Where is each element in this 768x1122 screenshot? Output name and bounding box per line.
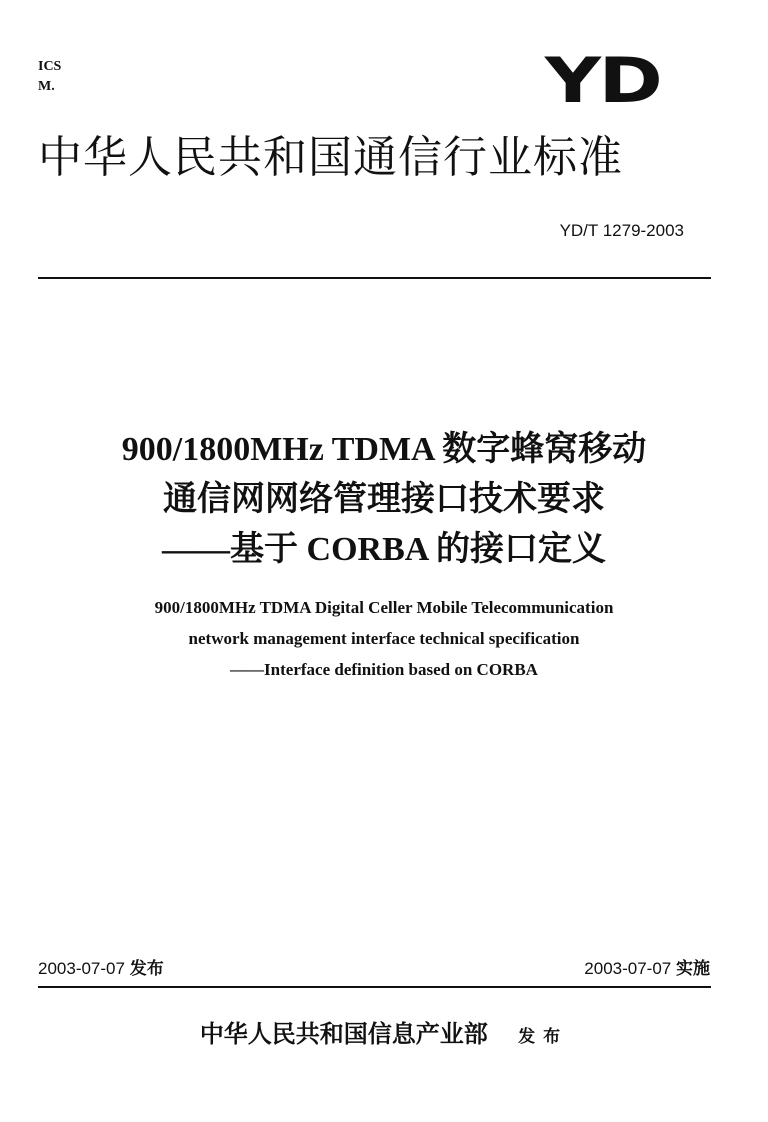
standard-code: YD/T 1279-2003 [559,221,684,240]
footer-divider [38,986,711,988]
english-title [0,592,768,685]
issue-date-block [38,958,164,980]
publisher-action: 发布 [518,1027,569,1047]
header-divider [38,277,711,279]
publisher-name: 中华人民共和国信息产业部 [199,1019,488,1048]
chinese-title-line-3: ——基于 CORBA 的接口定义 [162,531,606,568]
chinese-title-line-2: 通信网网络管理接口技术要求 [163,481,605,518]
chinese-title [0,425,768,575]
implement-date-block [584,958,710,980]
publisher-line [0,1018,768,1053]
issue-date: 2003-07-07 [38,959,125,978]
english-title-line-1: 900/1800MHz TDMA Digital Celler Mobile Telecommunication [154,598,614,617]
issue-label: 发布 [129,959,164,978]
chinese-title-line-1: 900/1800MHz TDMA 数字蜂窝移动 [121,431,647,468]
classification-code: M. [38,79,55,94]
implement-label: 实施 [676,959,710,978]
implement-date: 2003-07-07 [584,959,672,978]
english-title-line-3: ——Interface definition based on CORBA [230,660,538,679]
yd-logo: YD [544,44,660,117]
english-title-line-2: network management interface technical specification [188,629,580,648]
standard-organization: 中华人民共和国通信行业标准 [38,132,623,183]
ics-block [38,57,61,97]
ics-label: ICS [38,59,62,74]
